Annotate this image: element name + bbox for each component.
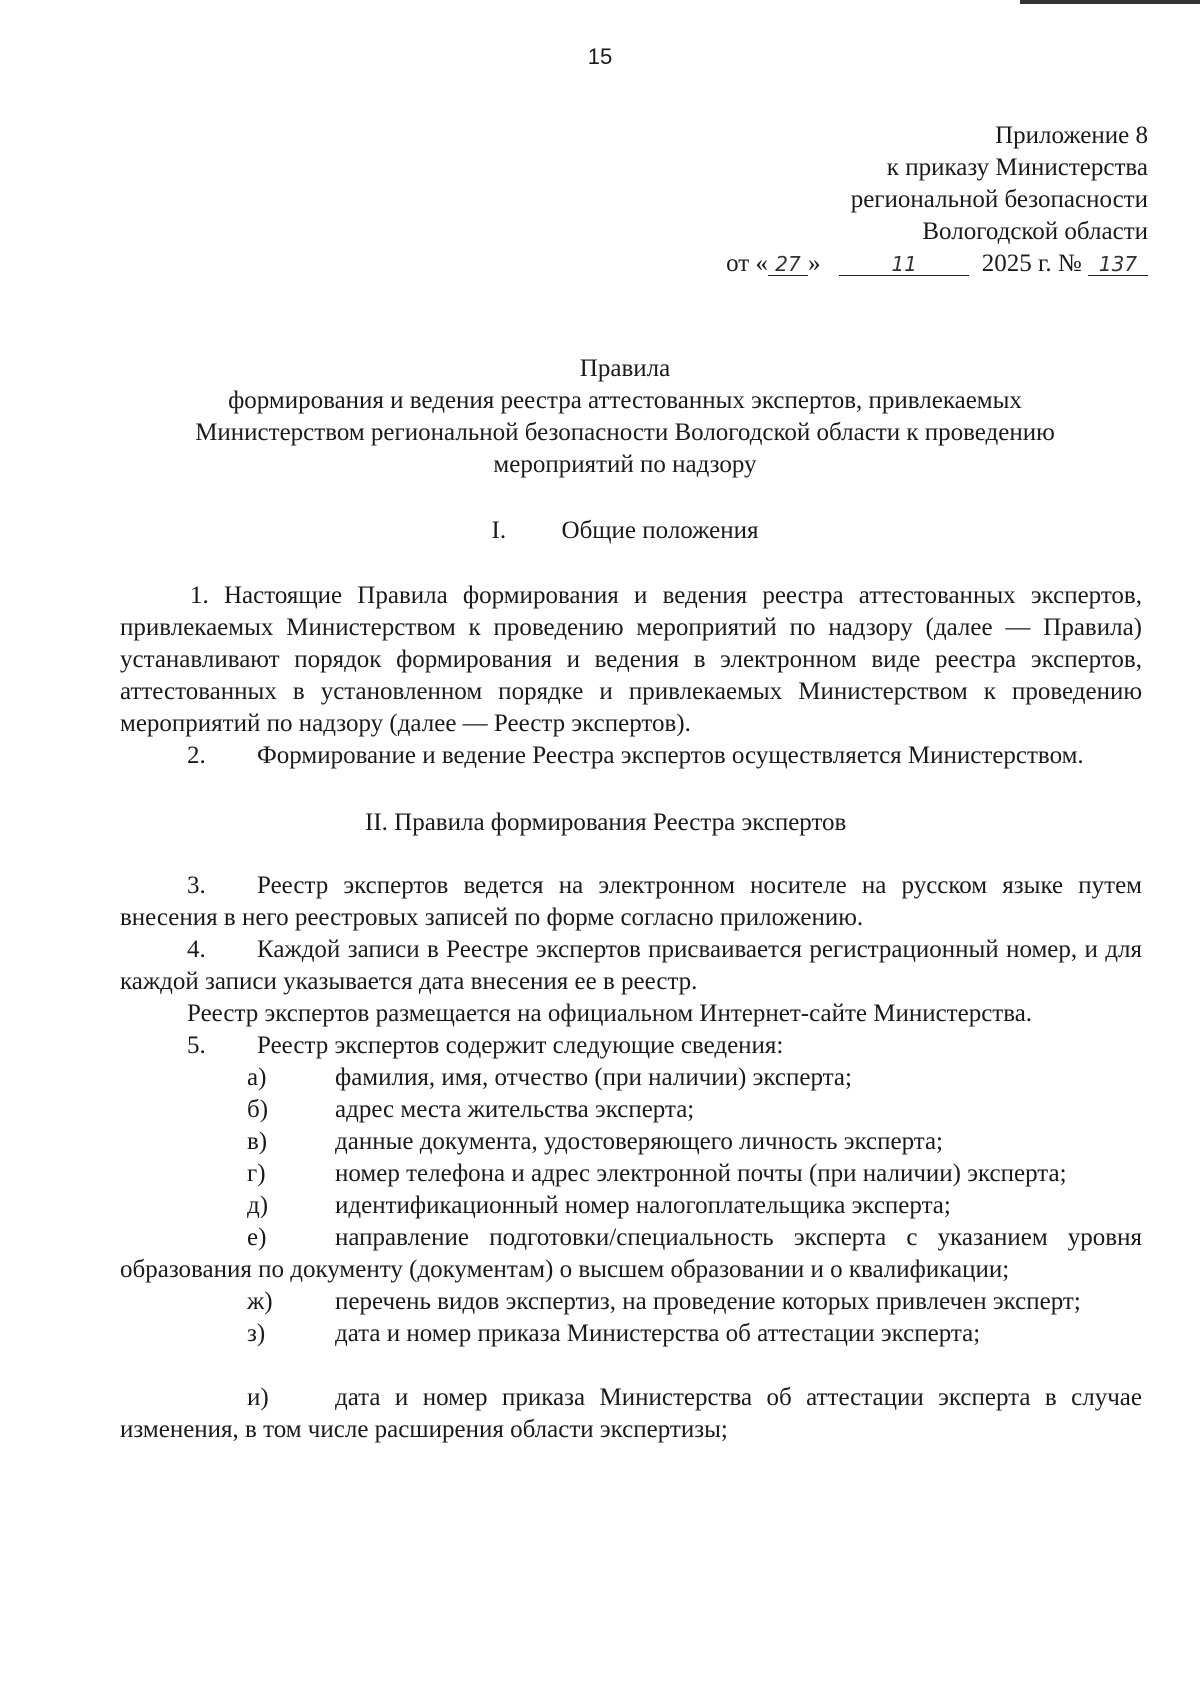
paragraph-3-text: Реестр экспертов ведется на электронном носителе на русском языке путем внесения в него реестровых записей по форме согласно приложению.: [120, 872, 1142, 931]
list-item: [120, 1190, 1142, 1222]
section-1-roman: I.: [491, 517, 507, 544]
list-item: [120, 1062, 1142, 1094]
list-item-label: г): [247, 1160, 266, 1187]
list-item-text: направление подготовки/специальность эксперта с указанием уровня образования по документу (документам) о высшем образовании и о квалификации;: [120, 1224, 1142, 1283]
list-item-text: фамилия, имя, отчество (при наличии) эксперта;: [335, 1064, 852, 1091]
section-2-body: [120, 870, 1142, 1446]
title-line-1: Правила: [579, 355, 671, 382]
paragraph-1: 1. Настоящие Правила формирования и ведения реестра аттестованных экспертов, привлекаемых Министерством к проведению мероприятий по надзору (далее — Правила) устанавливают порядок формирования и ведения в электронном виде реестра экспертов, аттестованных в установленном порядке и привлекаемых Министерством к проведению мероприятий по надзору (далее — Реестр экспертов).: [120, 582, 1142, 737]
list-item-text: дата и номер приказа Министерства об аттестации эксперта;: [335, 1320, 981, 1347]
paragraph-2-text: Формирование и ведение Реестра экспертов осуществляется Министерством.: [257, 742, 1084, 769]
list-item-text: номер телефона и адрес электронной почты (при наличии) эксперта;: [335, 1160, 1067, 1187]
section-1-heading: [120, 515, 1130, 547]
list-item-label: ж): [247, 1288, 273, 1315]
list-item: [120, 1286, 1142, 1318]
appendix-line-1: Приложение 8: [995, 122, 1148, 149]
document-title: [120, 353, 1130, 481]
section-1-body: [120, 580, 1142, 772]
appendix-line-4: Вологодской области: [922, 218, 1148, 245]
title-line-4: мероприятий по надзору: [493, 451, 757, 478]
paragraph-4-text: Каждой записи в Реестре экспертов присваивается регистрационный номер, и для каждой записи указывается дата внесения ее в реестр.: [120, 936, 1142, 995]
list-item: [120, 1158, 1142, 1190]
paragraph-2: [120, 740, 1142, 772]
list-item: [120, 1222, 1142, 1286]
paragraph-5: [120, 1030, 1142, 1062]
handwritten-day: 27: [768, 253, 808, 276]
paragraph-3: [120, 870, 1142, 934]
date-prefix: от «: [726, 250, 768, 277]
appendix-line-2: к приказу Министерства: [886, 154, 1148, 181]
appendix-line-3: региональной безопасности: [850, 186, 1148, 213]
list-item-label: е): [247, 1224, 267, 1251]
list-item: [120, 1382, 1142, 1446]
order-date-line: [726, 248, 1148, 280]
list-item: [120, 1094, 1142, 1126]
paragraph-4: [120, 934, 1142, 998]
list-item: [120, 1318, 1142, 1350]
section-1-title: Общие положения: [561, 517, 759, 544]
list-item-label: д): [247, 1192, 269, 1219]
paragraph-5-num: 5.: [187, 1032, 206, 1059]
page-number: 15: [587, 44, 613, 69]
paragraph-5-text: Реестр экспертов содержит следующие сведения:: [257, 1032, 784, 1059]
list-item-text: адрес места жительства эксперта;: [335, 1096, 695, 1123]
scan-edge-mark: [1020, 0, 1200, 4]
order-year: 2025 г. №: [981, 250, 1082, 277]
paragraph-3-num: 3.: [187, 872, 206, 899]
list-item-label: и): [247, 1384, 269, 1411]
list-item-label: в): [247, 1128, 268, 1155]
appendix-block: [726, 120, 1148, 280]
list-item-text: дата и номер приказа Министерства об аттестации эксперта в случае изменения, в том числе расширения области экспертизы;: [120, 1384, 1142, 1443]
list-item-label: з): [247, 1320, 266, 1347]
list-item-text: данные документа, удостоверяющего личность эксперта;: [335, 1128, 944, 1155]
list-item-text: идентификационный номер налогоплательщика эксперта;: [335, 1192, 951, 1219]
paragraph-4-num: 4.: [187, 936, 206, 963]
title-line-2: формирования и ведения реестра аттестованных экспертов, привлекаемых: [228, 387, 1022, 414]
handwritten-month: 11: [839, 253, 969, 276]
handwritten-order-number: 137: [1088, 253, 1148, 276]
list-item-label: б): [247, 1096, 269, 1123]
title-line-3: Министерством региональной безопасности Вологодской области к проведению: [195, 419, 1055, 446]
paragraph-4b: Реестр экспертов размещается на официальном Интернет-сайте Министерства.: [187, 1000, 1033, 1027]
date-close: »: [807, 250, 821, 277]
section-2-heading: II. Правила формирования Реестра экспертов: [365, 809, 847, 836]
paragraph-2-num: 2.: [187, 742, 206, 769]
list-item-label: а): [247, 1064, 267, 1091]
list-item: [120, 1126, 1142, 1158]
list-item-text: перечень видов экспертиз, на проведение которых привлечен эксперт;: [335, 1288, 1081, 1315]
